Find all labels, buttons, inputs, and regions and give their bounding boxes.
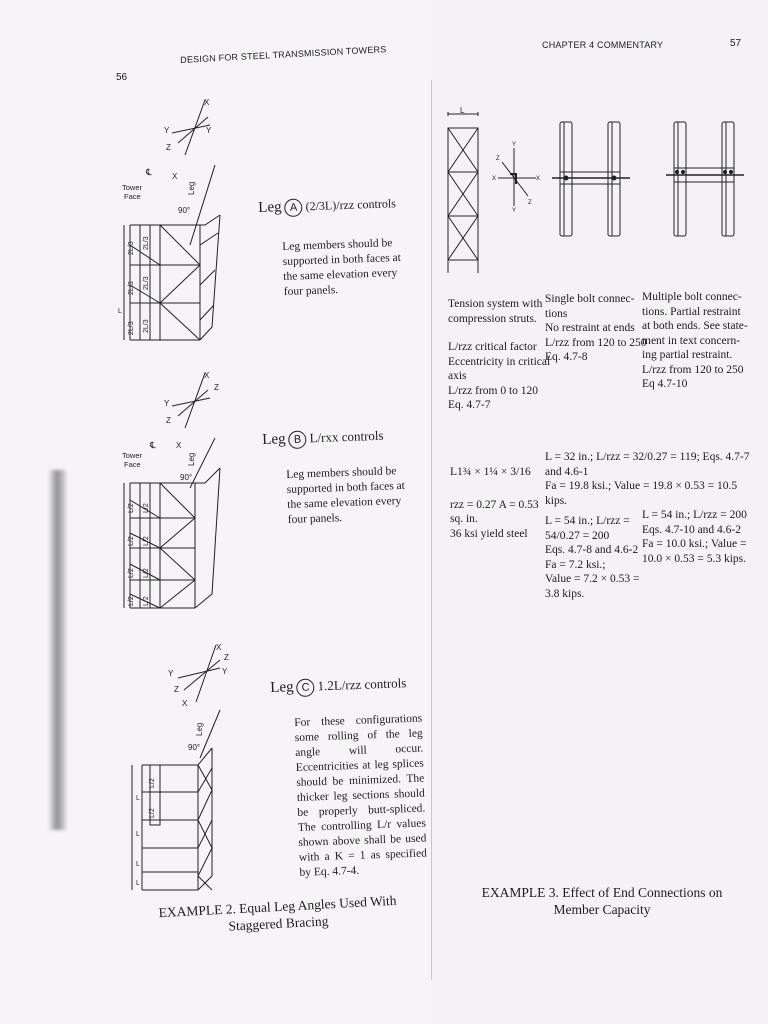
- leg-b-controls: L/rxx controls: [309, 427, 384, 446]
- axis-x-right: X: [536, 176, 541, 182]
- example-2-caption: EXAMPLE 2. Equal Leg Angles Used With Staggered Bracing: [158, 892, 397, 934]
- leg-b-dim-7: L/2: [143, 568, 150, 578]
- leg-c-letter: C: [296, 678, 315, 697]
- leg-c-leg-label: Leg: [195, 722, 204, 736]
- tension-line: L/rzz critical factor: [448, 341, 537, 353]
- leg-a-axis-y-label: Y: [164, 126, 170, 135]
- calc-line: 54/0.27 = 200: [545, 529, 610, 542]
- axis-y-top: Y: [512, 142, 517, 148]
- binding-shadow: [48, 470, 66, 830]
- leg-c-dim-L-4: L: [136, 880, 140, 887]
- leg-c-dim-L-1: L: [136, 795, 140, 802]
- calc-line: Fa = 7.2 ksi.;: [545, 558, 606, 571]
- tension-system-column: [448, 297, 550, 413]
- leg-b-axis-x2-label: X: [176, 441, 182, 450]
- leg-c-diagram: [128, 640, 258, 900]
- calc-line: L = 54 in.; L/rzz =: [545, 515, 630, 527]
- calc-line: and 4.6-1: [545, 465, 589, 478]
- angle-size: L1¾ × 1¼ × 3/16: [450, 466, 531, 478]
- leg-c-dim-L-2: L: [136, 831, 140, 838]
- right-running-head: CHAPTER 4 COMMENTARY: [542, 40, 664, 50]
- tension-line: compression struts.: [448, 312, 537, 325]
- tension-line: Eq. 4.7-7: [448, 399, 491, 411]
- leg-c-angle-label: 90°: [188, 743, 201, 752]
- leg-b-axis-x-label: X: [204, 371, 210, 380]
- right-page: [432, 0, 768, 1024]
- leg-b-title: [262, 428, 384, 450]
- axis-symbol-diagram: [492, 140, 542, 214]
- right-page-number: 57: [730, 38, 742, 49]
- leg-a-angle-label: 90°: [178, 206, 191, 215]
- multiple-line: L/rzz from 120 to 250: [642, 363, 744, 376]
- tension-system-diagram: [446, 108, 486, 278]
- leg-a-title: [258, 195, 396, 218]
- leg-b-tower-face-label: Tower Face: [122, 451, 143, 469]
- leg-a-tower-face-label: Tower Face: [122, 183, 143, 201]
- multiple-line: ing partial restraint.: [642, 349, 733, 361]
- leg-b-dim-4: L/2: [128, 596, 135, 606]
- calc-line: 3.8 kips.: [545, 587, 585, 600]
- leg-a-dim-5: 2L/3: [143, 276, 150, 290]
- single-bolt-column: [545, 292, 647, 365]
- section-properties: [450, 465, 539, 541]
- single-line: tions: [545, 307, 568, 320]
- axis-y-bottom: Y: [512, 208, 517, 214]
- leg-b-dim-1: L/2: [128, 503, 135, 513]
- tension-line: Tension system with: [448, 298, 543, 310]
- leg-b-diagram: [120, 368, 250, 618]
- leg-a-centerline-symbol: ℄: [146, 167, 152, 177]
- leg-c-title: [270, 675, 407, 698]
- leg-b-dim-5: L/2: [143, 503, 150, 513]
- multiple-line: Eq 4.7-10: [642, 378, 688, 390]
- leg-a-dim-4: 2L/3: [143, 236, 150, 250]
- single-line: L/rzz from 120 to 250: [545, 336, 647, 349]
- steel-grade: 36 ksi yield steel: [450, 527, 528, 540]
- multiple-line: ment in text concern-: [642, 334, 741, 347]
- leg-b-dim-3: L/2: [128, 568, 135, 578]
- left-page-number: 56: [116, 72, 128, 83]
- tension-dim-L: L: [460, 106, 465, 115]
- leg-a-dim-2: 2L/3: [128, 281, 135, 295]
- leg-c-prefix: Leg: [270, 679, 294, 696]
- tension-line: axis: [448, 370, 467, 382]
- leg-b-prefix: Leg: [262, 431, 286, 448]
- calc-line: Fa = 10.0 ksi.; Value =: [642, 538, 747, 550]
- leg-a-axis-z-label: Z: [166, 143, 171, 152]
- tension-line: [448, 326, 550, 340]
- axis-x-left: X: [492, 176, 497, 182]
- section-props-line-2: sq. in.: [450, 513, 478, 525]
- leg-c-description: For these configurations some rolling of the leg angle will occur. Eccentricities at leg splices should be minimized. The thicker leg sections should be properly butt-spliced. The controlling L/r values shown above shall be used with a K = 1 as specified by Eq. 4.7-4.: [294, 712, 428, 879]
- leg-b-dim-8: L/2: [143, 596, 150, 606]
- leg-a-axis-x2-label: X: [172, 172, 178, 181]
- leg-a-description: Leg members should be supported in both faces at the same elevation every four panels.: [282, 237, 402, 298]
- leg-b-description: Leg members should be supported in both faces at the same elevation every four panels.: [286, 465, 406, 526]
- calc-line: L = 32 in.; L/rzz = 32/0.27 = 119; Eqs. 4.7-7: [545, 451, 750, 463]
- single-line: Single bolt connec-: [545, 293, 635, 305]
- single-line: Eq. 4.7-8: [545, 351, 588, 363]
- leg-c-axis-y2-label: Y: [222, 667, 228, 676]
- leg-b-axis-z-label: Z: [214, 383, 219, 392]
- calc-line: Eqs. 4.7-8 and 4.6-2: [545, 544, 639, 556]
- leg-c-axis-y-label: Y: [168, 669, 174, 678]
- tension-line: Eccentricity in critical: [448, 355, 551, 368]
- multiple-bolt-column: [642, 290, 748, 392]
- leg-b-centerline-symbol: ℄: [150, 440, 156, 450]
- calc-line: 10.0 × 0.53 = 5.3 kips.: [642, 552, 747, 565]
- leg-a-dim-3: 2L/3: [128, 321, 135, 335]
- section-props-line-1: rzz = 0.27 A = 0.53: [450, 498, 539, 511]
- leg-a-dim-L: L: [118, 308, 122, 315]
- leg-a-prefix: Leg: [258, 199, 282, 216]
- leg-a-axis-x-label: X: [204, 98, 210, 107]
- leg-c-axis-z2-label: Z: [174, 685, 179, 694]
- calc-line: L = 54 in.; L/rzz = 200: [642, 509, 747, 521]
- leg-a-axis-y2-label: Y: [206, 126, 212, 135]
- single-line: No restraint at ends: [545, 322, 635, 334]
- calc-line: Value = 7.2 × 0.53 =: [545, 573, 640, 585]
- multiple-line: tions. Partial restraint: [642, 305, 741, 318]
- leg-a-dim-6: 2L/3: [143, 319, 150, 333]
- example-3-caption: EXAMPLE 3. Effect of End Connections on Member Capacity: [481, 885, 723, 917]
- leg-b-dim-6: L/2: [143, 536, 150, 546]
- leg-a-diagram: [120, 95, 250, 345]
- leg-c-axis-x2-label: X: [182, 699, 188, 708]
- leg-c-dim-1: L/2: [149, 778, 156, 788]
- tension-line: L/rzz from 0 to 120: [448, 384, 539, 397]
- multiple-line: Multiple bolt connec-: [642, 291, 742, 303]
- multiple-bolt-calculation: [642, 508, 747, 566]
- multiple-line: at both ends. See state-: [642, 320, 748, 332]
- leg-a-letter: A: [284, 198, 303, 217]
- single-bolt-diagram: [550, 118, 632, 240]
- calc-line: Fa = 19.8 ksi.; Value = 19.8 × 0.53 = 10.5: [545, 480, 738, 492]
- leg-a-leg-label: Leg: [187, 181, 196, 195]
- leg-c-axis-z-label: Z: [224, 653, 229, 662]
- axis-z-top: Z: [496, 156, 500, 162]
- leg-a-controls: (2/3L)/rzz controls: [305, 196, 397, 214]
- leg-b-axis-z2-label: Z: [166, 416, 171, 425]
- multiple-bolt-diagram: [664, 118, 746, 240]
- calc-line: Eqs. 4.7-10 and 4.6-2: [642, 523, 742, 536]
- leg-b-dim-2: L/2: [128, 536, 135, 546]
- leg-a-dim-1: 2L/3: [128, 241, 135, 255]
- leg-c-dim-2: L/2: [149, 808, 156, 818]
- leg-b-angle-label: 90°: [180, 473, 193, 482]
- axis-z-bottom: Z: [528, 200, 532, 206]
- leg-b-letter: B: [288, 430, 307, 449]
- leg-b-leg-label: Leg: [187, 452, 196, 466]
- leg-c-axis-x-label: X: [216, 643, 222, 652]
- leg-c-controls: 1.2L/rzz controls: [317, 675, 407, 694]
- leg-c-dim-L-3: L: [136, 861, 140, 868]
- left-running-head: DESIGN FOR STEEL TRANSMISSION TOWERS: [180, 44, 387, 65]
- leg-b-axis-y-label: Y: [164, 399, 170, 408]
- calc-line: kips.: [545, 494, 568, 507]
